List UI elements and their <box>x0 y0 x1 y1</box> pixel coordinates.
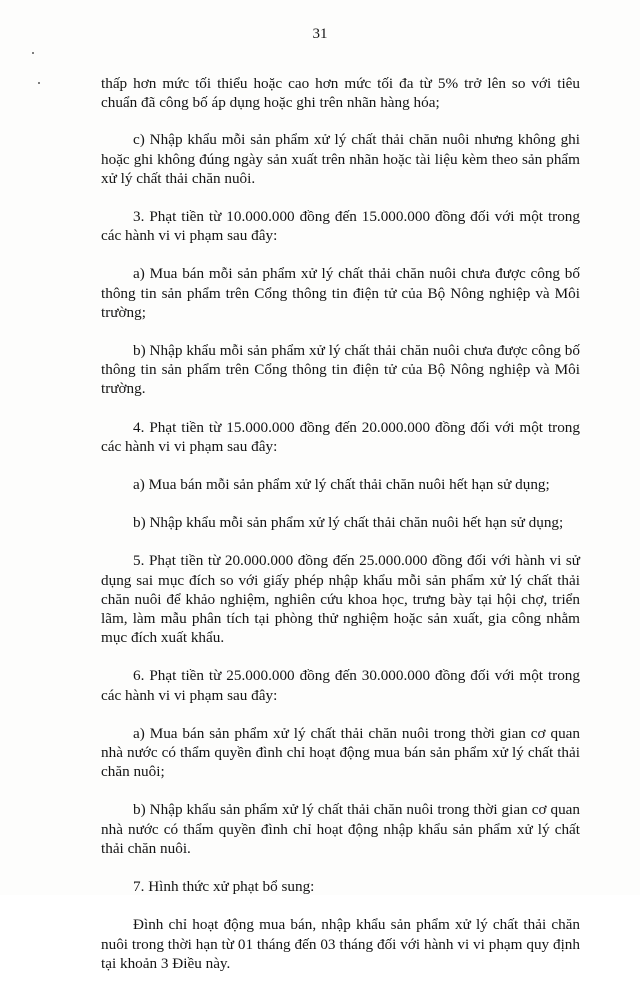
scan-speck <box>32 52 34 54</box>
document-body <box>101 74 580 992</box>
paragraph-6b: b) Nhập khẩu sản phẩm xử lý chất thải chăn nuôi trong thời gian cơ quan nhà nước có thẩm quyền đình chỉ hoạt động nhập khẩu sản phẩm xử lý chất thải chăn nuôi. <box>101 801 580 857</box>
paragraph-clause-3: 3. Phạt tiền từ 10.000.000 đồng đến 15.000.000 đồng đối với một trong các hành vi vi phạm sau đây: <box>101 208 580 245</box>
paragraph-4b: b) Nhập khẩu mỗi sản phẩm xử lý chất thải chăn nuôi hết hạn sử dụng; <box>133 514 564 532</box>
paragraph-clause-6: 6. Phạt tiền từ 25.000.000 đồng đến 30.000.000 đồng đối với một trong các hành vi vi phạm sau đây: <box>101 667 580 704</box>
paragraph-4a: a) Mua bán mỗi sản phẩm xử lý chất thải chăn nuôi hết hạn sử dụng; <box>133 476 550 494</box>
paragraph-6a: a) Mua bán sản phẩm xử lý chất thải chăn nuôi trong thời gian cơ quan nhà nước có thẩm quyền đình chỉ hoạt động mua bán sản phẩm xử lý chất thải chăn nuôi; <box>101 724 580 781</box>
paragraph-3a: a) Mua bán mỗi sản phẩm xử lý chất thải chăn nuôi chưa được công bố thông tin sản phẩm trên Cổng thông tin điện tử của Bộ Nông nghiệp và Môi trường; <box>101 265 580 321</box>
page-number: 31 <box>312 26 328 42</box>
paragraph-clause-7: 7. Hình thức xử phạt bổ sung: <box>133 878 315 896</box>
paragraph-continuation: thấp hơn mức tối thiểu hoặc cao hơn mức tối đa từ 5% trở lên so với tiêu chuẩn đã công bố áp dụng hoặc ghi trên nhãn hàng hóa; <box>101 75 580 112</box>
paragraph-clause-5: 5. Phạt tiền từ 20.000.000 đồng đến 25.000.000 đồng đối với hành vi sử dụng sai mục đích so với giấy phép nhập khẩu mỗi sản phẩm xử lý chất thải chăn nuôi để khảo nghiệm, nghiên cứu khoa học, trưng bày tại hội chợ, triển lãm, làm mẫu phân tích tại phòng thử nghiệm hoặc sản xuất, gia công nhằm mục đích xuất khẩu. <box>101 552 580 647</box>
paragraph-7-body: Đình chỉ hoạt động mua bán, nhập khẩu sản phẩm xử lý chất thải chăn nuôi trong thời hạn từ 01 tháng đến 03 tháng đối với hành vi vi phạm quy định tại khoản 3 Điều này. <box>101 916 580 972</box>
paragraph-3b: b) Nhập khẩu mỗi sản phẩm xử lý chất thải chăn nuôi chưa được công bố thông tin sản phẩm trên Cổng thông tin điện tử của Bộ Nông nghiệp và Môi trường. <box>101 342 580 398</box>
paragraph-clause-4: 4. Phạt tiền từ 15.000.000 đồng đến 20.000.000 đồng đối với một trong các hành vi vi phạm sau đây: <box>101 418 580 455</box>
paragraph-2c: c) Nhập khẩu mỗi sản phẩm xử lý chất thải chăn nuôi nhưng không ghi hoặc ghi không đúng ngày sản xuất trên nhãn hoặc tài liệu kèm theo sản phẩm xử lý chất thải chăn nuôi. <box>101 131 580 187</box>
scan-speck <box>38 82 40 84</box>
